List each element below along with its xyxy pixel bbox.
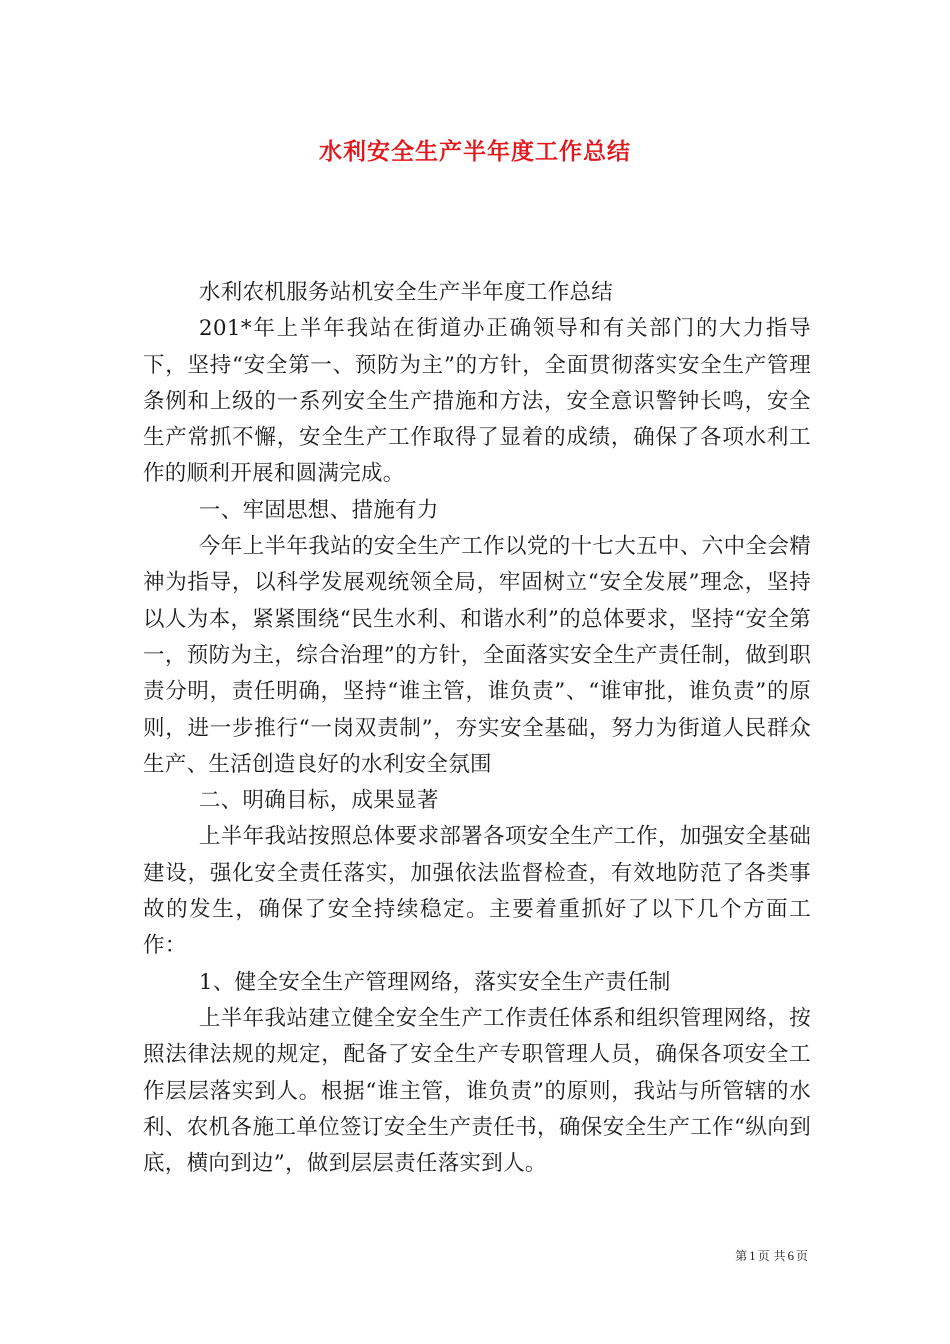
- footer-prefix: 第: [735, 1249, 748, 1263]
- document-body: [143, 275, 811, 1182]
- section-1-paragraph: 今年上半年我站的安全生产工作以党的十七大五中、六中全会精神为指导，以科学发展观统领全局，牢固树立“安全发展”理念，坚持以人为本，紧紧围绕“民生水利、和谐水利”的总体要求，坚持“安全第一，预防为主，综合治理”的方针，全面落实安全生产责任制，做到职责分明，责任明确，坚持“谁主管，谁负责”、“谁审批，谁负责”的原则，进一步推行“一岗双责制”，夯实安全基础，努力为街道人民群众生产、生活创造良好的水利安全氛围: [143, 534, 811, 777]
- document-title: 水利安全生产半年度工作总结: [319, 139, 631, 165]
- intro-paragraph: 201*年上半年我站在街道办正确领导和有关部门的大力指导下，坚持“安全第一、预防为主”的方针，全面贯彻落实安全生产管理条例和上级的一系列安全生产措施和方法，安全意识警钟长鸣，安全生产常抓不懈，安全生产工作取得了显着的成绩，确保了各项水利工作的顺利开展和圆满完成。: [143, 316, 811, 487]
- section-heading-2: 二、明确目标，成果显著: [198, 788, 439, 814]
- page-number-footer: [735, 1247, 808, 1264]
- subsection-1-paragraph: 上半年我站建立健全安全生产工作责任体系和组织管理网络，按照法律法规的规定，配备了安全生产专职管理人员，确保各项安全工作层层落实到人。根据“谁主管，谁负责”的原则，我站与所管辖的水利、农机各施工单位签订安全生产责任书，确保安全生产工作“纵向到底，横向到边”，做到层层责任落实到人。: [143, 1005, 811, 1177]
- footer-middle: 页 共: [757, 1249, 786, 1263]
- subtitle-paragraph: 水利农机服务站机安全生产半年度工作总结: [198, 280, 614, 305]
- section-2-paragraph: 上半年我站按照总体要求部署各项安全生产工作，加强安全基础建设，强化安全责任落实，加强依法监督检查，有效地防范了各类事故的发生，确保了安全持续稳定。主要着重抓好了以下几个方面工作：: [143, 824, 811, 959]
- section-heading-1: 一、牢固思想、措施有力: [198, 497, 439, 523]
- current-page-number: 1: [749, 1248, 756, 1263]
- subsection-heading-1: 1、健全安全生产管理网络，落实安全生产责任制: [198, 969, 671, 995]
- footer-suffix: 页: [795, 1249, 808, 1263]
- total-pages-number: 6: [787, 1248, 794, 1263]
